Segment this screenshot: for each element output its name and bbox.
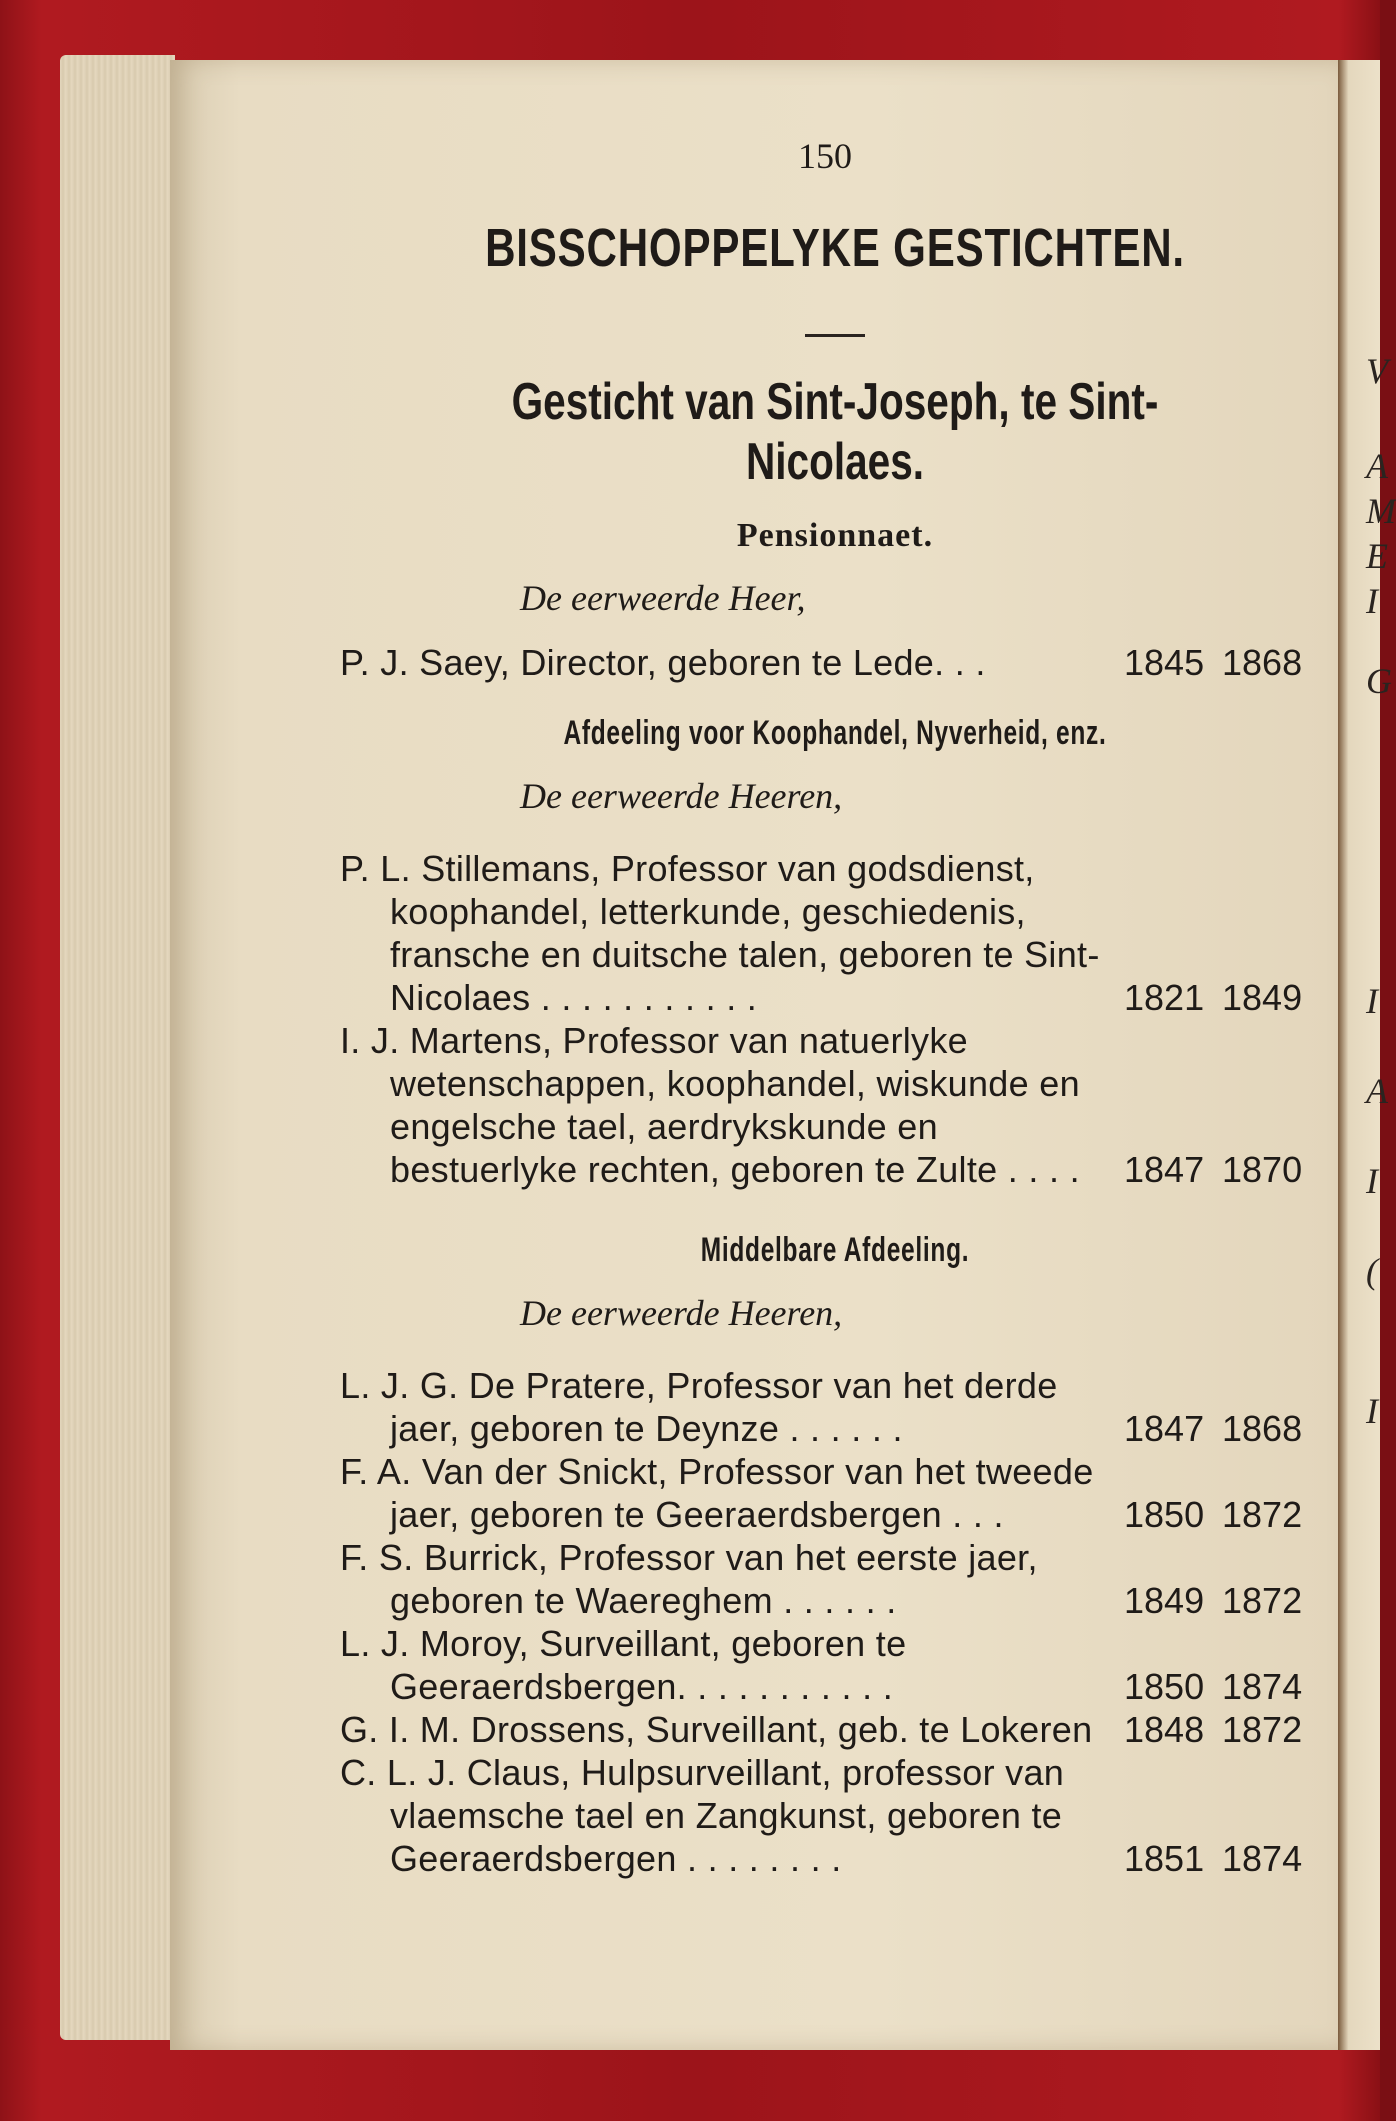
next-page-fragment: G [1366,661,1392,701]
appointment-year: 1872 [1222,1580,1303,1621]
appointment-year: 1868 [1222,642,1303,683]
birth-year: 1849 [1124,1580,1205,1621]
appointment-year: 1870 [1222,1149,1303,1190]
next-page-fragment: A [1366,1071,1388,1111]
staff-entry [340,1019,1330,1191]
birth-year: 1845 [1124,642,1205,683]
staff-description: I. J. Martens, Professor van natuerlyke wetenschappen, koophandel, wiskunde en engelsche tael, aerdrykskunde en bestuerlyke rechten, geboren te Zulte . . . . [340,1020,1080,1190]
page-content [340,120,1330,1880]
staff-description: F. A. Van der Snickt, Professor van het tweede jaer, geboren te Geeraerdsbergen . . . [340,1451,1094,1535]
page-number: 150 [798,136,852,176]
section-heading-koophandel: Afdeeling voor Koophandel, Nyverheid, enz. [563,714,1107,752]
appointment-year: 1874 [1222,1838,1303,1879]
birth-year: 1850 [1124,1494,1205,1535]
birth-year: 1851 [1124,1838,1205,1879]
appointment-year: 1872 [1222,1709,1303,1750]
staff-list [340,847,1330,1191]
appointment-year: 1874 [1222,1666,1303,1707]
appointment-year: 1849 [1222,977,1303,1018]
main-title: BISSCHOPPELYKE GESTICHTEN. [485,218,1185,278]
staff-entry [340,641,1330,684]
staff-entry [340,847,1330,1019]
staff-description: L. J. G. De Pratere, Professor van het derde jaer, geboren te Deynze . . . . . . [340,1365,1058,1449]
next-page-fragment: I [1366,1161,1378,1201]
next-page-fragment: I [1366,581,1378,621]
staff-entry [340,1536,1330,1622]
staff-entry [340,1622,1330,1708]
staff-entry [340,1751,1330,1880]
page-edges [60,55,175,2040]
salutation: De eerweerde Heeren, [520,1293,843,1333]
next-page-fragment: E [1366,536,1388,576]
staff-entry [340,1364,1330,1450]
birth-year: 1850 [1124,1666,1205,1707]
staff-description: P. L. Stillemans, Professor van godsdienst, koophandel, letterkunde, geschiedenis, fransche en duitsche talen, geboren te Sint-Nicolaes . . . . . . . . . . . [340,848,1100,1018]
appointment-year: 1872 [1222,1494,1303,1535]
next-page-fragment: ( [1366,1251,1378,1291]
next-page-fragment: I [1366,981,1378,1021]
staff-list [340,641,1330,684]
staff-entry [340,1708,1330,1751]
staff-description: G. I. M. Drossens, Surveillant, geb. te Lokeren [340,1709,1093,1750]
birth-year: 1847 [1124,1149,1205,1190]
staff-list [340,1364,1330,1880]
staff-description: P. J. Saey, Director, geboren te Lede. . . [340,642,986,683]
birth-year: 1847 [1124,1408,1205,1449]
title-divider [805,334,865,337]
staff-description: L. J. Moroy, Surveillant, geboren te Geeraerdsbergen. . . . . . . . . . . [340,1623,907,1707]
staff-description: F. S. Burrick, Professor van het eerste jaer, geboren te Waereghem . . . . . . [340,1537,1038,1621]
next-page-fragment: M [1366,491,1396,531]
institution-title: Gesticht van Sint-Joseph, te Sint-Nicolaes. [511,373,1159,491]
section-heading-middelbare: Middelbare Afdeeling. [700,1231,970,1269]
birth-year: 1848 [1124,1709,1205,1750]
birth-year: 1821 [1124,977,1205,1018]
salutation: De eerweerde Heeren, [520,776,843,816]
next-page-edge [1338,60,1396,2050]
next-page-fragment: V [1366,351,1388,391]
section-heading-pensionnaet: Pensionnaet. [736,517,934,554]
next-page-fragment: I [1366,1391,1378,1431]
staff-description: C. L. J. Claus, Hulpsurveillant, professor van vlaemsche tael en Zangkunst, geboren te Geeraerdsbergen . . . . . . . . [340,1752,1065,1879]
appointment-year: 1868 [1222,1408,1303,1449]
salutation: De eerweerde Heer, [520,578,806,618]
next-page-fragment: A [1366,446,1388,486]
staff-entry [340,1450,1330,1536]
